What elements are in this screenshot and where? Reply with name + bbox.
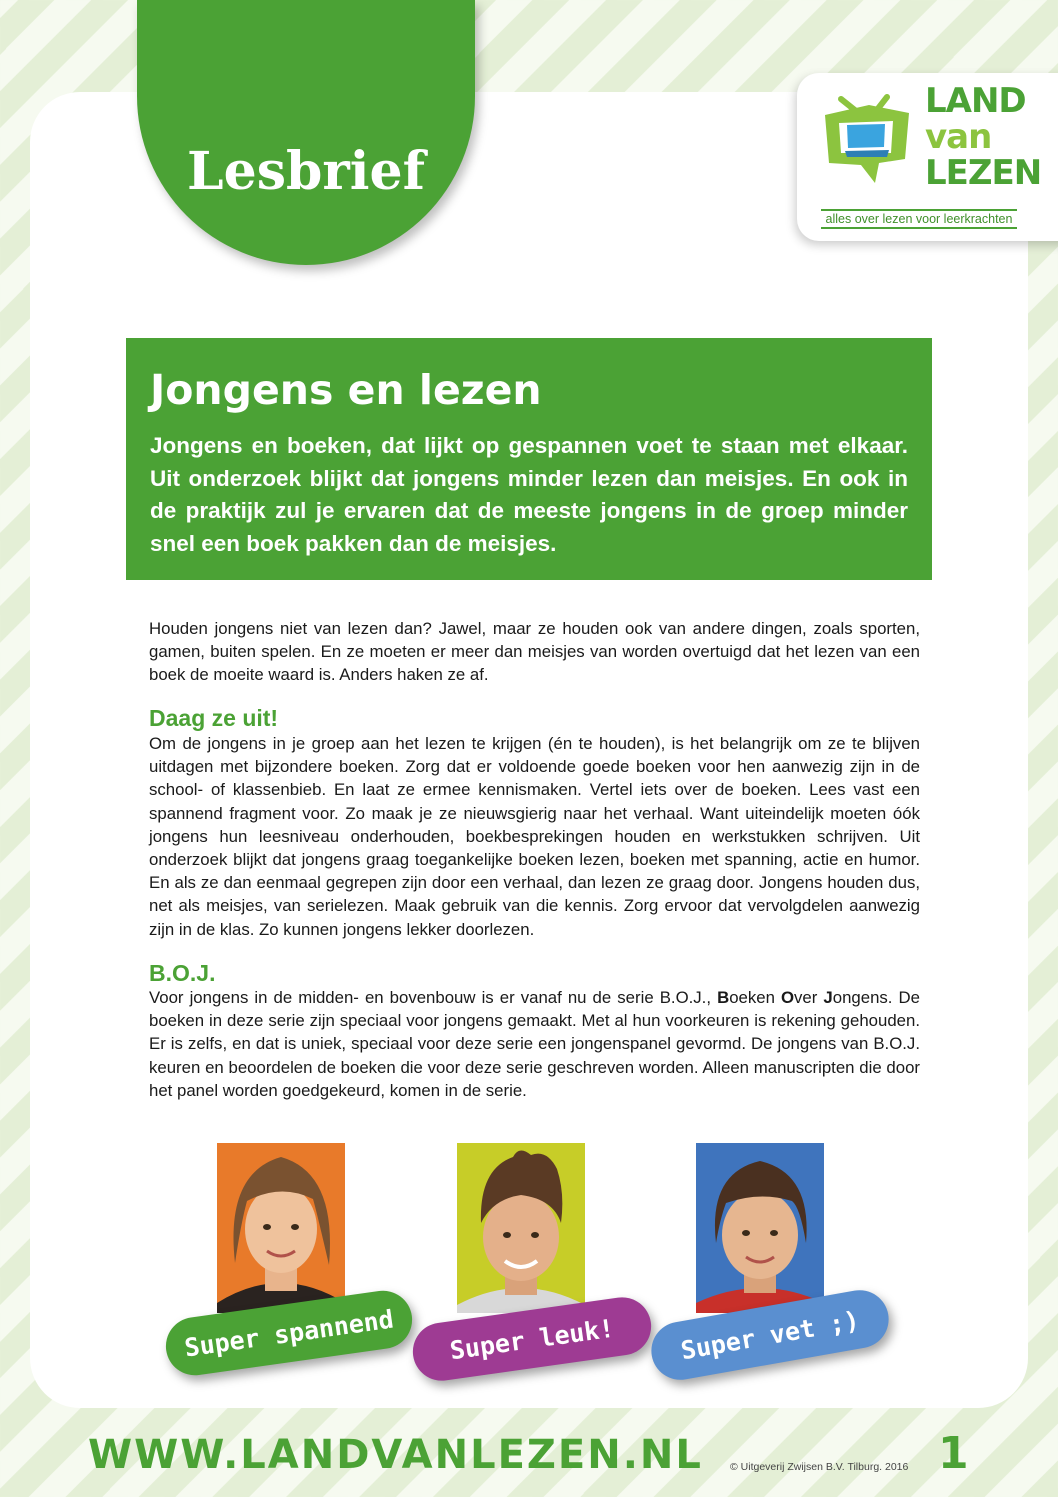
land-van-lezen-logo[interactable] bbox=[797, 73, 1058, 241]
tv-book-icon bbox=[817, 93, 915, 189]
page-number: 1 bbox=[938, 1428, 969, 1479]
footer-url-link[interactable]: WWW.LANDVANLEZEN.NL bbox=[88, 1432, 703, 1478]
section-text-boj: Voor jongens in de midden- en bovenbouw is er vanaf nu de serie B.O.J., Boeken Over Jongens. De boeken in deze serie zijn speciaal voor jongens gemaakt. Met al hun voorkeuren is rekening gehouden. Er is zelfs, en dat is uniek, speciaal voor deze serie een jongenspanel gevormd. De jongens van B.O.J. keuren en beoordelen de boeken die voor deze serie geschreven worden. Alleen manuscripten die door het panel worden goedgekeurd, komen in de serie. bbox=[149, 988, 920, 1100]
intro-paragraph: Houden jongens niet van lezen dan? Jawel, maar ze houden ook van andere dingen, zoals sporten, gamen, buiten spelen. En ze moeten er meer dan meisjes van worden overtuigd dat het lezen van een boek de moeite waard is. Anders haken ze af. bbox=[149, 619, 920, 685]
section-heading-boj: B.O.J. bbox=[149, 960, 216, 986]
logo-tagline: alles over lezen voor leerkrachten bbox=[821, 209, 1017, 229]
copyright-text: © Uitgeverij Zwijsen B.V. Tilburg. 2016 bbox=[730, 1461, 909, 1473]
label-super-vet: Super vet ;) bbox=[647, 1286, 893, 1385]
section-heading-daag-ze-uit: Daag ze uit! bbox=[149, 705, 279, 731]
intro-box bbox=[126, 338, 932, 580]
logo-wordmark: LAND van LEZEN bbox=[925, 81, 1042, 193]
photo-boy-3 bbox=[696, 1143, 824, 1313]
lesbrief-label: Lesbrief bbox=[187, 141, 425, 202]
label-super-spannend: Super spannend bbox=[162, 1287, 416, 1379]
photo-boy-1 bbox=[217, 1143, 345, 1313]
page-title: Jongens en lezen bbox=[150, 366, 542, 414]
intro-text: Jongens en boeken, dat lijkt op gespannen voet te staan met elkaar. Uit onderzoek blijkt dat jongens minder lezen dan meisjes. En ook in de praktijk zul je ervaren dat de meeste jongens in de groep minder snel een boek pakken dan de meisjes. bbox=[150, 433, 908, 556]
label-super-leuk: Super leuk! bbox=[409, 1294, 655, 1385]
section-text-daag-ze-uit: Om de jongens in je groep aan het lezen te krijgen (én te houden), is het belangrijk om ze te blijven uitdagen met bijzondere boeken. Zorg dat er voldoende goede boeken voor hen aanwezig zijn in de school- of klassenbieb. En laat ze ermee kennismaken. Vertel iets over de boeken. Lees vast een spannend fragment voor. Zo maak je ze nieuwsgierig naar het verhaal. Want uiteindelijk moeten óók jongens hun leesniveau onderhouden, boekbesprekingen houden en werkstukken schrijven. Uit onderzoek blijkt dat jongens graag toegankelijke boeken lezen, boeken met spanning, actie en humor. En als ze dan eenmaal gegrepen zijn door een verhaal, dan lezen ze graag door. Jongens houden dus, net als meisjes, van serielezen. Maak gebruik van die kennis. Zorg ervoor dat vervolgdelen aanwezig zijn in de klas. Zo kunnen jongens lekker doorlezen. bbox=[149, 734, 920, 939]
photo-boy-2 bbox=[457, 1143, 585, 1313]
